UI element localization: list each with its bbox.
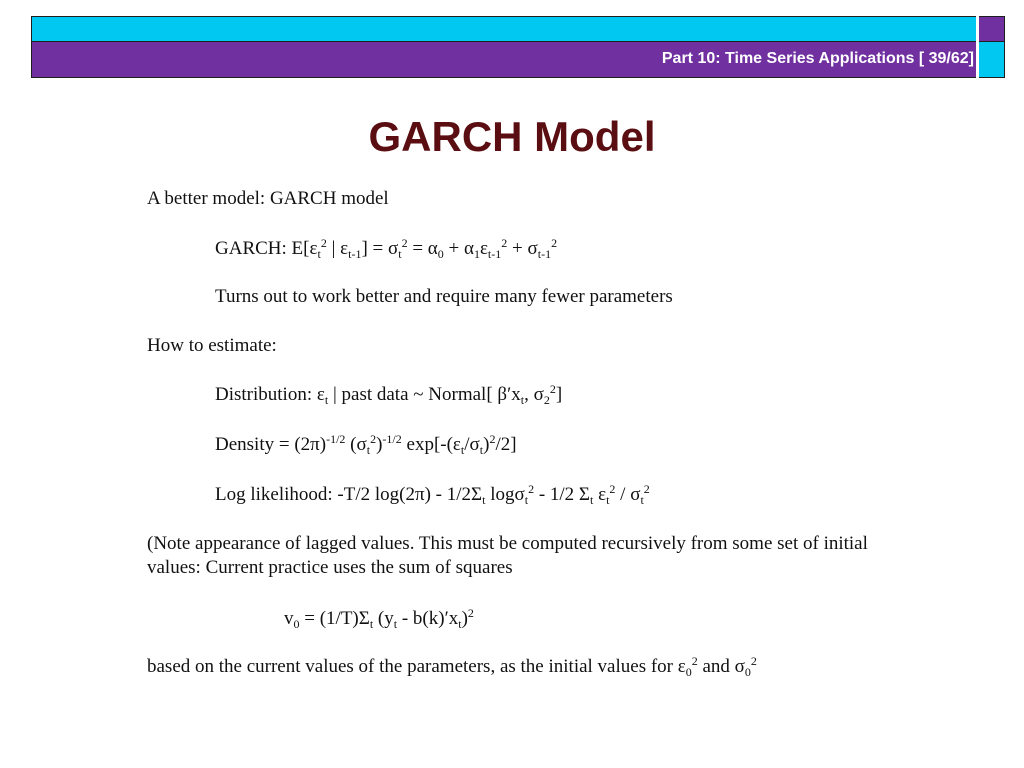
slide-label: Part 10: Time Series Applications [ 39/62] <box>661 50 974 67</box>
header-band-top <box>31 16 977 42</box>
note-line-1: (Note appearance of lagged values. This must be computed recursively from some set of initial <box>147 533 868 554</box>
log-likelihood-line: Log likelihood: -T/2 $\log(2\pi) - 1/2\Sigma_t$ logσ$_t^2$ - 1/2 $\Sigma_t$ $\varepsilon_t^2 / \sigma_t^2$ <box>215 481 650 508</box>
intro-line: A better model: GARCH model <box>147 188 389 209</box>
header-corner-top <box>978 16 1005 42</box>
note-line-2: values: Current practice uses the sum of squares <box>147 557 513 578</box>
how-to-estimate: How to estimate: <box>147 335 277 356</box>
density-line: Density = $(2\pi)^{-1/2}$ $(\sigma_t^2)^{-1/2}$ $\exp[-(\varepsilon_t/\sigma_t)^2/2]$ <box>215 431 517 458</box>
slide-title: GARCH Model <box>368 113 656 160</box>
garch-equation: GARCH: $E[\varepsilon_t^2$ | $\varepsilon_{t-1}] = \sigma_t^2 = \alpha_0 + \alpha_1\varepsilon_{t-1}^2 + \sigma_{t-1}^2$ <box>215 235 558 262</box>
header-divider <box>976 16 979 78</box>
v0-formula: $v_0 = (1/T)\Sigma_t$ $(y_t - b(k)'x_t)^2$ <box>284 605 474 632</box>
header-corner-bottom <box>978 42 1005 78</box>
based-on-line: based on the current values of the parameters, as the initial values for $\varepsilon_0^2$ and $\sigma_0^2$ <box>147 653 757 680</box>
distribution-line: Distribution: $\varepsilon_t$ | past data ~ Normal[ $\beta'x_t$, $\sigma_2^2$] <box>215 381 563 408</box>
turns-out-line: Turns out to work better and require many fewer parameters <box>215 286 673 307</box>
